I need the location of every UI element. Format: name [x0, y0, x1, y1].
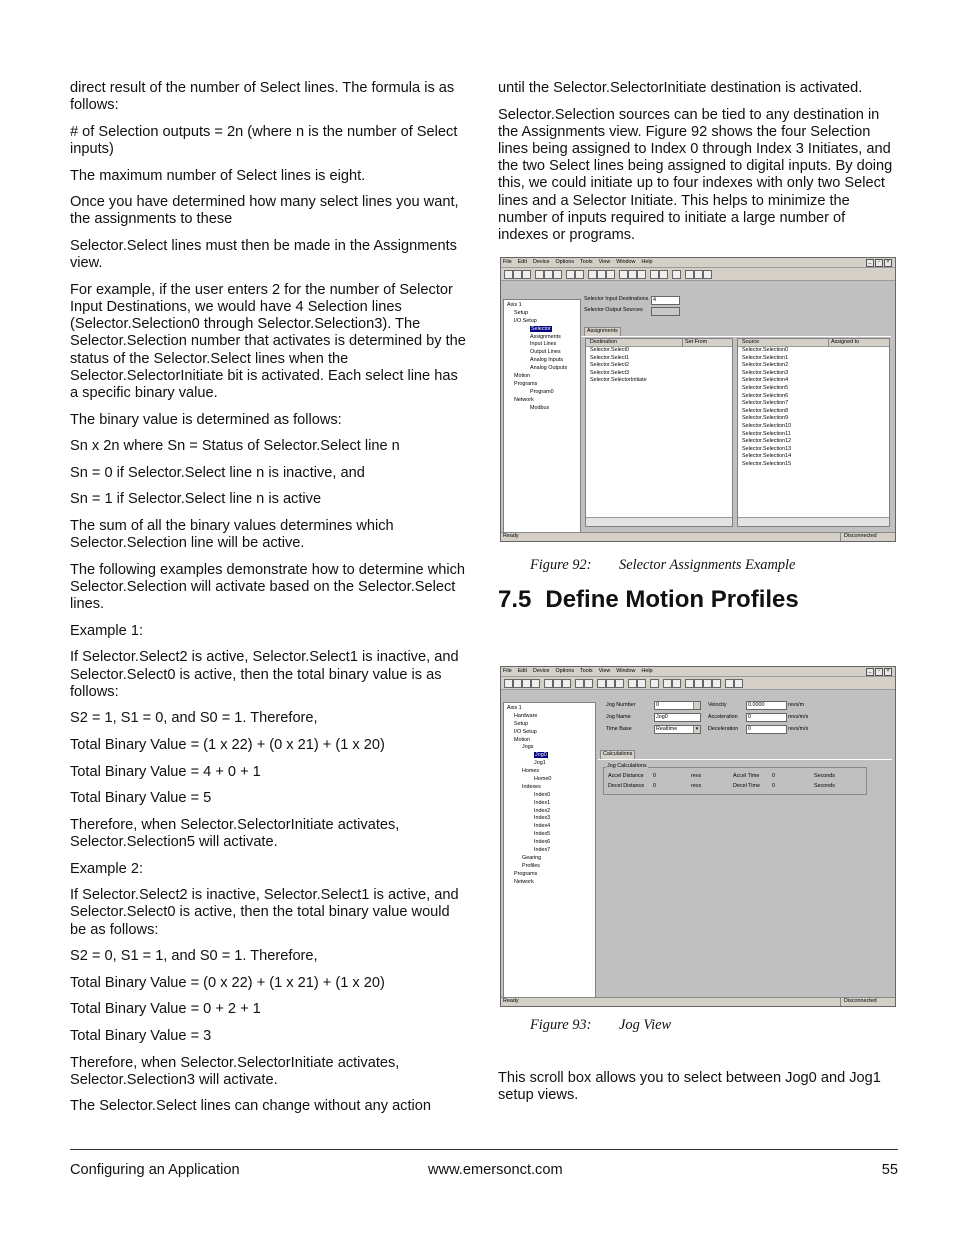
- decel-distance-value: 0: [653, 783, 656, 789]
- source-row[interactable]: Selector.Selection4: [742, 377, 789, 384]
- footer-section: Configuring an Application: [70, 1162, 240, 1178]
- tree-item[interactable]: Homes: [522, 768, 540, 775]
- source-list: [737, 338, 890, 527]
- paragraph: Sn = 0 if Selector.Select line n is inactive, and: [70, 464, 365, 481]
- paragraph: Total Binary Value = (0 x 22) + (1 x 21) + (1 x 20): [70, 974, 385, 991]
- figure-92-title: Selector Assignments Example: [619, 557, 796, 573]
- menu-item[interactable]: Options: [555, 668, 575, 674]
- section-title: Define Motion Profiles: [545, 586, 799, 613]
- paragraph: For example, if the user enters 2 for the number of Selector Input Destinations, we would have 4 Selection lines (Selector.Selection0 through Selector.Selection3). The Selector.Selection number that activates is determined by the status of the Selector.Select lines when the Selector.SelectorInitiate bit is activated. Each select line has a specific binary value.: [70, 281, 466, 401]
- paragraph: Sn x 2n where Sn = Status of Selector.Select line n: [70, 438, 400, 455]
- jog-name-field[interactable]: Jog0: [654, 713, 701, 722]
- paragraph: Selector.Select lines must then be made in the Assignments view.: [70, 237, 457, 272]
- source-row[interactable]: Selector.Selection1: [742, 354, 789, 361]
- menu-bar: [501, 667, 895, 677]
- figure-92-caption: [530, 557, 795, 574]
- tree-item[interactable]: Axis 1: [507, 705, 522, 711]
- project-tree: [503, 702, 596, 1000]
- tree-item[interactable]: Index6: [534, 839, 551, 846]
- status-bar: [501, 997, 895, 1006]
- tree-item[interactable]: Output Lines: [530, 349, 561, 356]
- tree-item[interactable]: Setup: [514, 720, 529, 727]
- figure-93-caption: [530, 1017, 671, 1034]
- source-row[interactable]: Selector.Selection2: [742, 362, 789, 369]
- source-row[interactable]: Selector.Selection7: [742, 400, 789, 407]
- output-sources-label: Selector Output Sources: [584, 307, 643, 313]
- time-base-label: Time Base: [606, 726, 632, 732]
- tree-item[interactable]: Jog0: [535, 752, 547, 759]
- tree-item[interactable]: Setup: [514, 309, 529, 316]
- source-row[interactable]: Selector.Selection10: [742, 422, 792, 429]
- page-number: 55: [881, 1162, 898, 1178]
- paragraph: direct result of the number of Select lines. The formula is as follows:: [70, 80, 455, 114]
- paragraph: Therefore, when Selector.SelectorInitiate activates, Selector.Selection3 will activate.: [70, 1054, 400, 1088]
- tree-item[interactable]: Axis 1: [507, 302, 522, 308]
- source-row[interactable]: Selector.Selection14: [742, 453, 792, 460]
- destination-row[interactable]: Selector.Select3: [590, 369, 629, 376]
- paragraph: Therefore, when Selector.SelectorInitiate activates, Selector.Selection5 will activate.: [70, 816, 400, 850]
- output-sources-field: [651, 307, 680, 316]
- source-row[interactable]: Selector.Selection6: [742, 392, 789, 399]
- window-controls: _ ▫ ×: [865, 259, 892, 267]
- status-connection: Disconnected: [840, 998, 892, 1006]
- tree-item[interactable]: Index4: [534, 823, 551, 830]
- tree-item[interactable]: I/O Setup: [514, 317, 537, 324]
- menu-item[interactable]: Window: [616, 668, 636, 674]
- paragraph: The following examples demonstrate how to determine which Selector.Selection will activate based on the Selector.Select lines.: [70, 561, 466, 613]
- horizontal-scrollbar[interactable]: [586, 517, 732, 526]
- decel-time-value: 0: [772, 783, 775, 789]
- acceleration-unit: revs/m/s: [788, 714, 809, 720]
- tree-item[interactable]: Network: [514, 878, 534, 885]
- paragraph: # of Selection outputs = 2n (where n is the number of Select inputs): [70, 123, 458, 157]
- menu-item[interactable]: Device: [532, 259, 550, 265]
- jog-calculations-group: [603, 767, 867, 795]
- source-row[interactable]: Selector.Selection3: [742, 369, 789, 376]
- tree-item[interactable]: Hardware: [514, 712, 538, 719]
- source-header[interactable]: Source: [742, 339, 760, 345]
- tree-item[interactable]: Motion: [514, 373, 531, 380]
- tree-item[interactable]: Index2: [534, 807, 551, 814]
- paragraph: until the Selector.SelectorInitiate destination is activated.: [498, 80, 863, 96]
- accel-time-value: 0: [772, 773, 775, 779]
- time-base-select[interactable]: Realtime ▾: [654, 725, 701, 734]
- jog-name-label: Jog Name: [606, 714, 631, 720]
- paragraph: Total Binary Value = 4 + 0 + 1: [70, 763, 261, 780]
- tree-item[interactable]: Jogs: [522, 744, 534, 751]
- paragraph: Example 1:: [70, 622, 144, 639]
- acceleration-label: Acceleration: [708, 714, 738, 720]
- tree-item[interactable]: Analog Outputs: [530, 365, 568, 372]
- accel-distance-label: Accel Distance: [608, 773, 644, 779]
- decel-time-unit: Seconds: [814, 783, 835, 789]
- chevron-down-icon[interactable]: ▾: [693, 726, 700, 733]
- figure-93-title: Jog View: [619, 1017, 672, 1033]
- acceleration-field[interactable]: 0: [746, 713, 787, 722]
- decel-time-label: Decel Time: [733, 783, 760, 789]
- status-bar: [501, 532, 895, 541]
- tree-item[interactable]: Network: [514, 396, 534, 403]
- tree-item[interactable]: Assignments: [530, 333, 561, 340]
- figure-92-label: Figure 92:: [530, 557, 592, 573]
- assigned-to-header[interactable]: Assigned to: [828, 339, 859, 347]
- deceleration-unit: revs/m/s: [788, 726, 809, 732]
- tree-item[interactable]: Modbus: [530, 404, 550, 411]
- paragraph: S2 = 1, S1 = 0, and S0 = 1. Therefore,: [70, 710, 318, 727]
- tree-item[interactable]: Index1: [534, 799, 551, 806]
- deceleration-field[interactable]: 0: [746, 725, 787, 734]
- paragraph: Once you have determined how many select lines you want, the assignments to these: [70, 194, 459, 228]
- menu-item[interactable]: Options: [555, 259, 575, 265]
- input-destinations-label: Selector Input Destinations: [584, 296, 649, 302]
- deceleration-label: Deceleration: [708, 726, 739, 732]
- decel-distance-label: Decel Distance: [608, 783, 645, 789]
- tree-item[interactable]: Index5: [534, 831, 551, 838]
- accel-distance-unit: revs: [691, 773, 702, 779]
- tree-item[interactable]: Index0: [534, 791, 551, 798]
- after-figure-93-text: This scroll box allows you to select between Jog0 and Jog1 setup views.: [498, 1070, 881, 1104]
- paragraph: Selector.Selection sources can be tied to any destination in the Assignments view. Figure 92 shows the four Selection lines being assigned to Index 0 through Index 3 Initiates, and the two Select lines being assigned to digital inputs. By doing this, we could initiate up to four indexes with only two Select lines and a Selector Initiate. This helps to minimize the number of inputs required to initiate a large number of indexes or programs.: [498, 106, 893, 244]
- tree-item[interactable]: Profiles: [522, 862, 540, 869]
- jog-calculations-title: Jog Calculations: [607, 763, 647, 769]
- tree-item[interactable]: Gearing: [522, 854, 542, 861]
- menu-item[interactable]: Window: [616, 259, 636, 265]
- spin-icon[interactable]: [693, 702, 700, 709]
- jog-number-field[interactable]: 0: [654, 701, 701, 710]
- menu-item[interactable]: Edit: [517, 259, 527, 265]
- menu-item[interactable]: View: [598, 259, 611, 265]
- figure-93-screenshot: [500, 666, 896, 1007]
- tree-item[interactable]: Program0: [530, 388, 554, 395]
- decel-distance-unit: revs: [691, 783, 702, 789]
- paragraph: S2 = 0, S1 = 1, and S0 = 1. Therefore,: [70, 948, 318, 965]
- input-destinations-field[interactable]: 4: [651, 296, 680, 305]
- right-column: [498, 80, 898, 254]
- menu-item[interactable]: Help: [641, 259, 653, 265]
- paragraph: If Selector.Select2 is active, Selector.Select1 is inactive, and Selector.Select0 is active, then the total binary value is as follows:: [70, 649, 459, 700]
- menu-item[interactable]: File: [503, 668, 512, 674]
- source-row[interactable]: Selector.Selection8: [742, 407, 789, 414]
- menu-item[interactable]: Device: [532, 668, 550, 674]
- destination-row[interactable]: Selector.Select0: [590, 347, 629, 353]
- tree-item[interactable]: Programs: [514, 870, 538, 877]
- destination-list: [585, 338, 733, 527]
- paragraph: Sn = 1 if Selector.Select line n is active: [70, 491, 322, 508]
- destination-row[interactable]: Selector.Select2: [590, 362, 629, 369]
- toolbar: [501, 677, 895, 690]
- left-column: [70, 80, 468, 1125]
- tree-item[interactable]: I/O Setup: [514, 728, 537, 735]
- accel-distance-value: 0: [653, 773, 656, 779]
- source-row[interactable]: Selector.Selection0: [742, 347, 789, 353]
- menu-item[interactable]: Edit: [517, 668, 527, 674]
- figure-92-screenshot: [500, 257, 896, 542]
- tree-item[interactable]: Index3: [534, 815, 551, 822]
- status-connection: Disconnected: [840, 533, 892, 541]
- paragraph: If Selector.Select2 is inactive, Selector.Select1 is active, and Selector.Select0 is active, then the total binary value would be as follows:: [70, 887, 459, 938]
- source-row[interactable]: Selector.Selection12: [742, 438, 792, 445]
- section-heading: [498, 586, 799, 614]
- tree-item[interactable]: Analog Inputs: [530, 357, 563, 364]
- source-row[interactable]: Selector.Selection5: [742, 384, 789, 391]
- destination-header[interactable]: Destination: [590, 339, 617, 345]
- footer-website[interactable]: www.emersonct.com: [428, 1162, 563, 1178]
- menu-item[interactable]: Help: [641, 668, 653, 674]
- horizontal-scrollbar[interactable]: [738, 517, 889, 526]
- tree-item[interactable]: Indexes: [522, 783, 541, 790]
- menu-item[interactable]: Tools: [580, 259, 593, 265]
- toolbar: [501, 268, 895, 281]
- source-row[interactable]: Selector.Selection13: [742, 445, 792, 452]
- paragraph: The maximum number of Select lines is eight.: [70, 167, 366, 184]
- window-controls: _ ▫ ×: [865, 668, 892, 676]
- accel-time-label: Accel Time: [733, 773, 760, 779]
- paragraph: The sum of all the binary values determines which Selector.Selection line will be active.: [70, 517, 394, 552]
- paragraph: The binary value is determined as follows:: [70, 411, 342, 428]
- tab-assignments[interactable]: Assignments: [584, 327, 621, 336]
- source-row[interactable]: Selector.Selection15: [742, 460, 792, 467]
- tree-item[interactable]: Programs: [514, 380, 538, 387]
- section-number: 7.5: [498, 586, 532, 613]
- status-ready: Ready: [503, 533, 519, 539]
- tree-item[interactable]: Index7: [534, 847, 551, 854]
- footer-divider: [70, 1149, 898, 1150]
- paragraph: Example 2:: [70, 860, 144, 877]
- paragraph: The Selector.Select lines can change without any action: [70, 1098, 432, 1115]
- tree-item[interactable]: Home0: [534, 776, 552, 783]
- paragraph: Total Binary Value = 3: [70, 1027, 212, 1044]
- source-row[interactable]: Selector.Selection9: [742, 415, 789, 422]
- menu-bar: [501, 258, 895, 268]
- tree-item[interactable]: Motion: [514, 736, 531, 743]
- paragraph: Total Binary Value = 0 + 2 + 1: [70, 1001, 261, 1018]
- tree-item[interactable]: Selector: [531, 325, 551, 332]
- menu-item[interactable]: View: [598, 668, 611, 674]
- velocity-field[interactable]: 0.0000: [746, 701, 787, 710]
- set-from-header[interactable]: Set From: [682, 339, 707, 347]
- status-ready: Ready: [503, 998, 519, 1004]
- project-tree: [503, 299, 581, 534]
- menu-item[interactable]: Tools: [580, 668, 593, 674]
- source-row[interactable]: Selector.Selection11: [742, 430, 791, 437]
- paragraph: Total Binary Value = 5: [70, 790, 212, 807]
- menu-item[interactable]: File: [503, 259, 512, 265]
- destination-row[interactable]: Selector.Select1: [590, 354, 629, 361]
- velocity-label: Velocity: [708, 702, 727, 708]
- paragraph: Total Binary Value = (1 x 22) + (0 x 21) + (1 x 20): [70, 736, 385, 753]
- figure-93-label: Figure 93:: [530, 1017, 592, 1033]
- tab-calculations[interactable]: Calculations: [600, 750, 635, 759]
- velocity-unit: revs/m: [788, 702, 805, 708]
- jog-number-label: Jog Number: [606, 702, 636, 708]
- tree-item[interactable]: Jog1: [534, 760, 546, 767]
- destination-row[interactable]: Selector.SelectorInitiate: [590, 377, 647, 384]
- accel-time-unit: Seconds: [814, 773, 835, 779]
- tree-item[interactable]: Input Lines: [530, 341, 557, 348]
